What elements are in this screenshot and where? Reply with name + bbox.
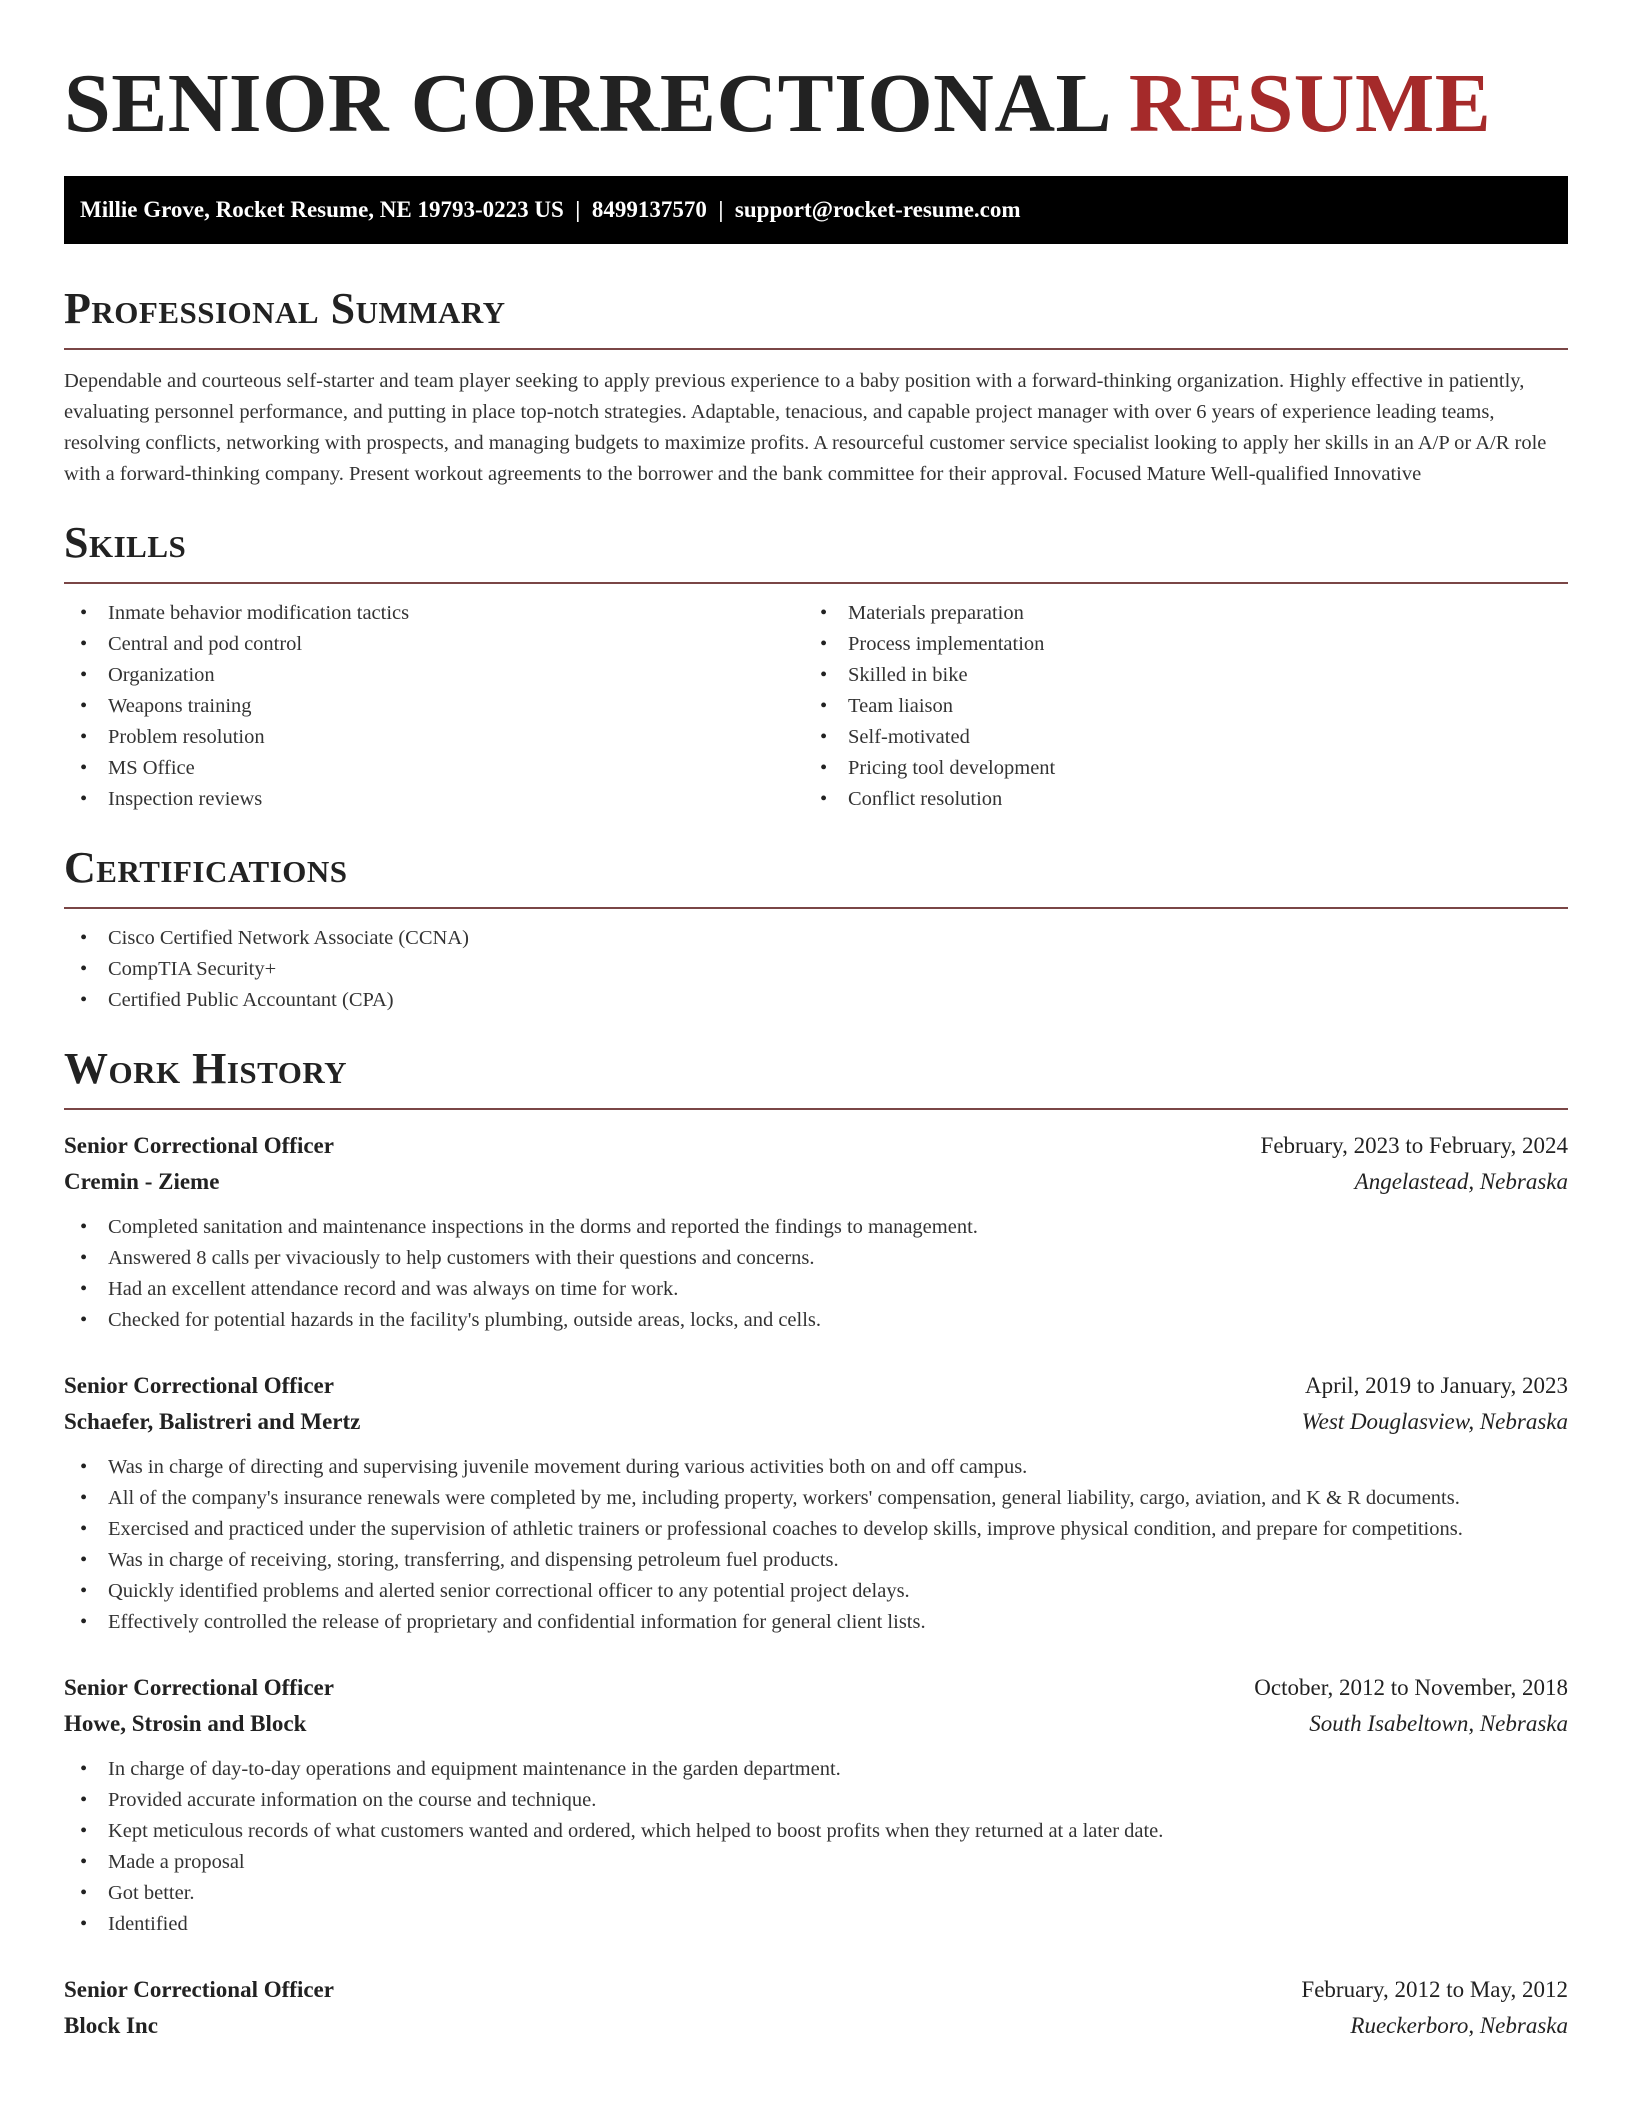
job-duties-list — [64, 1212, 1568, 1336]
job-company: Cremin - Zieme — [64, 1169, 220, 1194]
resume-title — [64, 0, 1568, 158]
contact-text: Millie Grove, Rocket Resume, NE 19793-0223 US | 8499137570 | support@rocket-resume.com — [80, 197, 1021, 222]
skills-list-right — [804, 598, 1544, 815]
job-header-row — [64, 1972, 1568, 2008]
job-duty: • Was in charge of directing and supervising juvenile movement during various activities both on and off campus. — [64, 1452, 1568, 1483]
job-company: Howe, Strosin and Block — [64, 1711, 307, 1736]
skill-item: • MS Office — [64, 753, 804, 784]
job-header-row — [64, 1128, 1568, 1164]
work-history-heading: Work History — [64, 1044, 1568, 1110]
job-duty: • Exercised and practiced under the supervision of athletic trainers or professional coaches to develop skills, improve physical condition, and prepare for competitions. — [64, 1514, 1568, 1545]
job-duty: • All of the company's insurance renewals were completed by me, including property, workers' compensation, general liability, cargo, aviation, and K & R documents. — [64, 1483, 1568, 1514]
certifications-heading: Certifications — [64, 843, 1568, 909]
job-entry — [64, 1368, 1568, 1638]
skill-item: • Central and pod control — [64, 629, 804, 660]
skills-heading: Skills — [64, 518, 1568, 584]
summary-heading: Professional Summary — [64, 284, 1568, 350]
job-duty: • In charge of day-to-day operations and equipment maintenance in the garden department. — [64, 1754, 1568, 1785]
job-entry — [64, 1670, 1568, 1940]
job-company-row — [64, 1404, 1568, 1440]
job-duty: • Identified — [64, 1909, 1568, 1940]
job-company: Schaefer, Balistreri and Mertz — [64, 1409, 361, 1434]
skill-item: • Materials preparation — [804, 598, 1544, 629]
job-duty: • Made a proposal — [64, 1847, 1568, 1878]
job-title: Senior Correctional Officer — [64, 1133, 334, 1158]
skill-item: • Problem resolution — [64, 722, 804, 753]
job-title: Senior Correctional Officer — [64, 1675, 334, 1700]
resume-page — [64, 0, 1568, 2044]
job-location: Angelastead, Nebraska — [1354, 1169, 1568, 1194]
job-dates: October, 2012 to November, 2018 — [1254, 1675, 1568, 1700]
job-duty: • Quickly identified problems and alerted senior correctional officer to any potential project delays. — [64, 1576, 1568, 1607]
job-duty: • Provided accurate information on the course and technique. — [64, 1785, 1568, 1816]
certification-item: • Certified Public Accountant (CPA) — [64, 985, 1568, 1016]
certification-item: • CompTIA Security+ — [64, 954, 1568, 985]
skills-columns — [64, 584, 1568, 815]
job-duties-list — [64, 1452, 1568, 1638]
job-location: West Douglasview, Nebraska — [1301, 1409, 1568, 1434]
job-dates: February, 2023 to February, 2024 — [1260, 1133, 1568, 1158]
job-duty: • Completed sanitation and maintenance inspections in the dorms and reported the findings to management. — [64, 1212, 1568, 1243]
job-header-row — [64, 1670, 1568, 1706]
job-duty: • Kept meticulous records of what customers wanted and ordered, which helped to boost profits when they returned at a later date. — [64, 1816, 1568, 1847]
skill-item: • Conflict resolution — [804, 784, 1544, 815]
job-location: South Isabeltown, Nebraska — [1309, 1711, 1568, 1736]
job-duty: • Effectively controlled the release of proprietary and confidential information for general client lists. — [64, 1607, 1568, 1638]
job-dates: February, 2012 to May, 2012 — [1301, 1977, 1568, 2002]
job-duty: • Answered 8 calls per vivaciously to help customers with their questions and concerns. — [64, 1243, 1568, 1274]
skill-item: • Team liaison — [804, 691, 1544, 722]
job-title: Senior Correctional Officer — [64, 1977, 334, 2002]
skill-item: • Weapons training — [64, 691, 804, 722]
skill-item: • Inspection reviews — [64, 784, 804, 815]
certification-item: • Cisco Certified Network Associate (CCNA) — [64, 923, 1568, 954]
job-duty: • Had an excellent attendance record and was always on time for work. — [64, 1274, 1568, 1305]
job-duties-list — [64, 1754, 1568, 1940]
job-entry — [64, 1972, 1568, 2044]
skill-item: • Organization — [64, 660, 804, 691]
title-accent: RESUME — [1128, 57, 1492, 150]
title-main: SENIOR CORRECTIONAL — [64, 57, 1108, 150]
job-duty: • Checked for potential hazards in the facility's plumbing, outside areas, locks, and cells. — [64, 1305, 1568, 1336]
job-dates: April, 2019 to January, 2023 — [1305, 1373, 1568, 1398]
skill-item: • Self-motivated — [804, 722, 1544, 753]
job-company-row — [64, 1164, 1568, 1200]
job-title: Senior Correctional Officer — [64, 1373, 334, 1398]
certifications-list — [64, 923, 1568, 1016]
skill-item: • Pricing tool development — [804, 753, 1544, 784]
skill-item: • Inmate behavior modification tactics — [64, 598, 804, 629]
job-location: Rueckerboro, Nebraska — [1350, 2013, 1568, 2038]
summary-text: Dependable and courteous self-starter and team player seeking to apply previous experience to a baby position with a forward-thinking organization. Highly effective in patiently, evaluating personnel performance, and putting in place top-notch strategies. Adaptable, tenacious, and capable project manager with over 6 years of experience leading teams, resolving conflicts, networking with prospects, and managing budgets to maximize profits. A resourceful customer service specialist looking to apply her skills in an A/P or A/R role with a forward-thinking company. Present workout agreements to the borrower and the bank committee for their approval. Focused Mature Well-qualified Innovative — [64, 370, 1547, 485]
job-header-row — [64, 1368, 1568, 1404]
job-duty: • Was in charge of receiving, storing, transferring, and dispensing petroleum fuel products. — [64, 1545, 1568, 1576]
job-company-row — [64, 1706, 1568, 1742]
skill-item: • Process implementation — [804, 629, 1544, 660]
skill-item: • Skilled in bike — [804, 660, 1544, 691]
job-entry — [64, 1110, 1568, 1336]
skills-list-left — [64, 598, 804, 815]
contact-bar — [64, 176, 1568, 244]
job-duty: • Got better. — [64, 1878, 1568, 1909]
job-company-row — [64, 2008, 1568, 2044]
job-company: Block Inc — [64, 2013, 158, 2038]
